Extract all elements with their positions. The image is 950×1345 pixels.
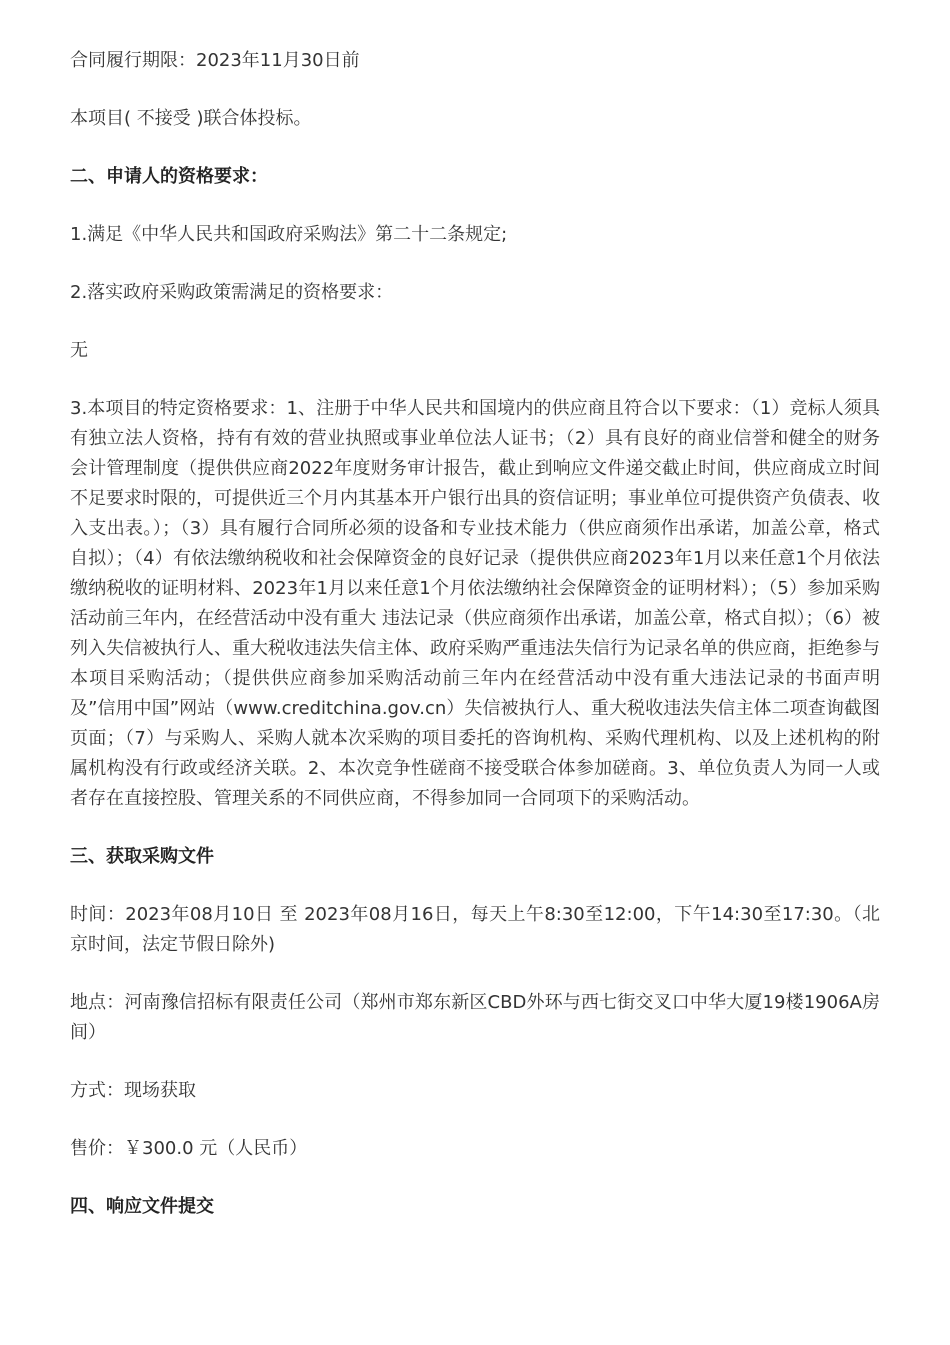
requirement-2-value: 无 bbox=[70, 340, 88, 361]
acquisition-time: 时间：2023年08月10日 至 2023年08月16日，每天上午8:30至12:00，下午14:30至17:30。（北京时间，法定节假日除外) bbox=[70, 904, 880, 955]
contract-period: 合同履行期限：2023年11月30日前 bbox=[70, 50, 360, 71]
requirement-1: 1.满足《中华人民共和国政府采购法》第二十二条规定; bbox=[70, 224, 508, 245]
acquisition-location: 地点：河南豫信招标有限责任公司（郑州市郑东新区CBD外环与西七街交叉口中华大厦19楼1906A房间） bbox=[70, 992, 880, 1043]
section-4-heading: 四、响应文件提交 bbox=[70, 1196, 214, 1217]
document-body bbox=[70, 46, 880, 1250]
section-2-heading: 二、申请人的资格要求： bbox=[70, 166, 268, 187]
section-3-heading: 三、获取采购文件 bbox=[70, 846, 214, 867]
consortium-note: 本项目( 不接受 )联合体投标。 bbox=[70, 108, 312, 129]
document-price: 售价：￥300.0 元（人民币） bbox=[70, 1138, 308, 1159]
requirement-2: 2.落实政府采购政策需满足的资格要求： bbox=[70, 282, 394, 303]
acquisition-method: 方式：现场获取 bbox=[70, 1080, 196, 1101]
requirement-3: 3.本项目的特定资格要求：1、注册于中华人民共和国境内的供应商且符合以下要求：（1）竞标人须具有独立法人资格，持有有效的营业执照或事业单位法人证书；（2）具有良好的商业信誉和健全的财务会计管理制度（提供供应商2022年度财务审计报告，截止到响应文件递交截止时间，供应商成立时间不足要求时限的，可提供近三个月内其基本开户银行出具的资信证明；事业单位可提供资产负债表、收入支出表。）；（3）具有履行合同所必须的设备和专业技术能力（供应商须作出承诺，加盖公章，格式自拟）；（4）有依法缴纳税收和社会保障资金的良好记录（提供供应商2023年1月以来任意1个月依法缴纳税收的证明材料、2023年1月以来任意1个月依法缴纳社会保障资金的证明材料）；（5）参加采购活动前三年内，在经营活动中没有重大 违法记录（供应商须作出承诺，加盖公章，格式自拟）；（6）被列入失信被执行人、重大税收违法失信主体、政府采购严重违法失信行为记录名单的供应商，拒绝参与本项目采购活动；（提供供应商参加采购活动前三年内在经营活动中没有重大违法记录的书面声明及”信用中国”网站（www.creditchina.gov.cn）失信被执行人、重大税收违法失信主体二项查询截图页面；（7）与采购人、采购人就本次采购的项目委托的咨询机构、采购代理机构、以及上述机构的附属机构没有行政或经济关联。2、本次竞争性磋商不接受联合体参加磋商。3、单位负责人为同一人或者存在直接控股、管理关系的不同供应商，不得参加同一合同项下的采购活动。 bbox=[70, 398, 880, 809]
